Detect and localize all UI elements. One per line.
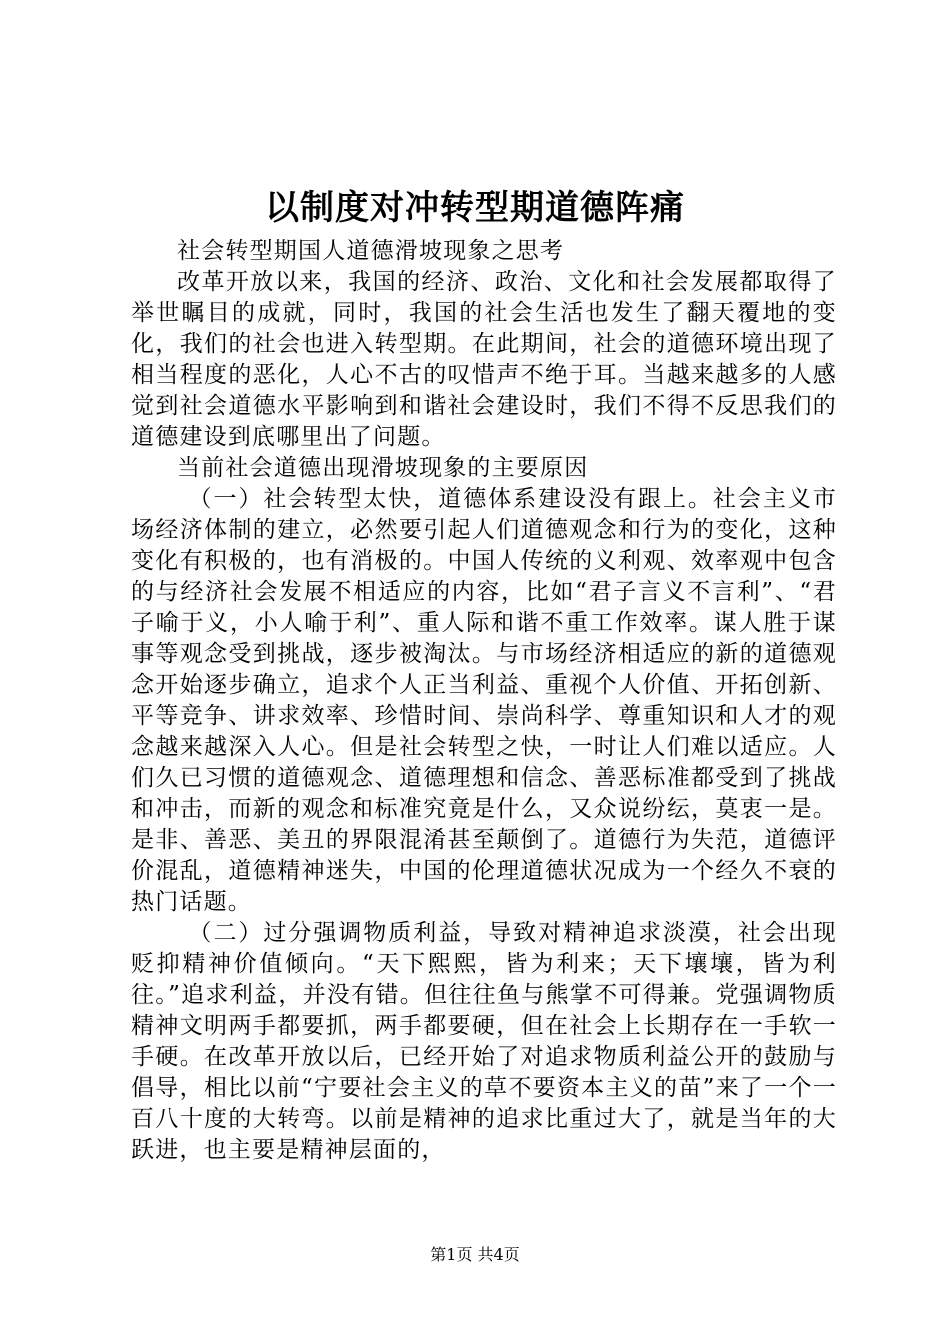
document-body <box>131 236 837 1166</box>
section-heading-paragraph: 当前社会道德出现滑坡现象的主要原因 <box>177 455 589 481</box>
subtitle-paragraph: 社会转型期国人道德滑坡现象之思考 <box>177 238 565 264</box>
reason-two-paragraph: （二）过分强调物质利益，导致对精神追求淡漠，社会出现贬抑精神价值倾向。“天下熙熙，皆为利来；天下壤壤，皆为利往。”追求利益，并没有错。但往往鱼与熊掌不可得兼。党强调物质精神文明两手都要抓，两手都要硬，但在社会上长期存在一手软一手硬。在改革开放以后，已经开始了对追求物质利益公开的鼓励与倡导，相比以前“宁要社会主义的草不要资本主义的苗”来了一个一百八十度的大转弯。以前是精神的追求比重过大了，就是当年的大跃进，也主要是精神层面的， <box>131 920 837 1163</box>
document-title: 以制度对冲转型期道德阵痛 <box>265 188 685 228</box>
reason-one-paragraph: （一）社会转型太快，道德体系建设没有跟上。社会主义市场经济体制的建立，必然要引起人们道德观念和行为的变化，这种变化有积极的，也有消极的。中国人传统的义利观、效率观中包含的与经济社会发展不相适应的内容，比如“君子言义不言利”、“君子喻于义，小人喻于利”、重人际和谐不重工作效率。谋人胜于谋事等观念受到挑战，逐步被淘汰。与市场经济相适应的新的道德观念开始逐步确立，追求个人正当利益、重视个人价值、开拓创新、平等竞争、讲求效率、珍惜时间、崇尚科学、尊重知识和人才的观念越来越深入人心。但是社会转型之快，一时让人们难以适应。人们久已习惯的道德观念、道德理想和信念、善恶标准都受到了挑战和冲击，而新的观念和标准究竟是什么，又众说纷纭，莫衷一是。是非、善恶、美丑的界限混淆甚至颠倒了。道德行为失范，道德评价混乱，道德精神迷失，中国的伦理道德状况成为一个经久不衰的热门话题。 <box>131 486 837 915</box>
page-number-footer: 第1页 共4页 <box>430 1245 520 1264</box>
intro-paragraph: 改革开放以来，我国的经济、政治、文化和社会发展都取得了举世瞩目的成就，同时，我国的社会生活也发生了翻天覆地的变化，我们的社会也进入转型期。在此期间，社会的道德环境出现了相当程度的恶化，人心不古的叹惜声不绝于耳。当越来越多的人感觉到社会道德水平影响到和谐社会建设时，我们不得不反思我们的道德建设到底哪里出了问题。 <box>131 269 837 450</box>
